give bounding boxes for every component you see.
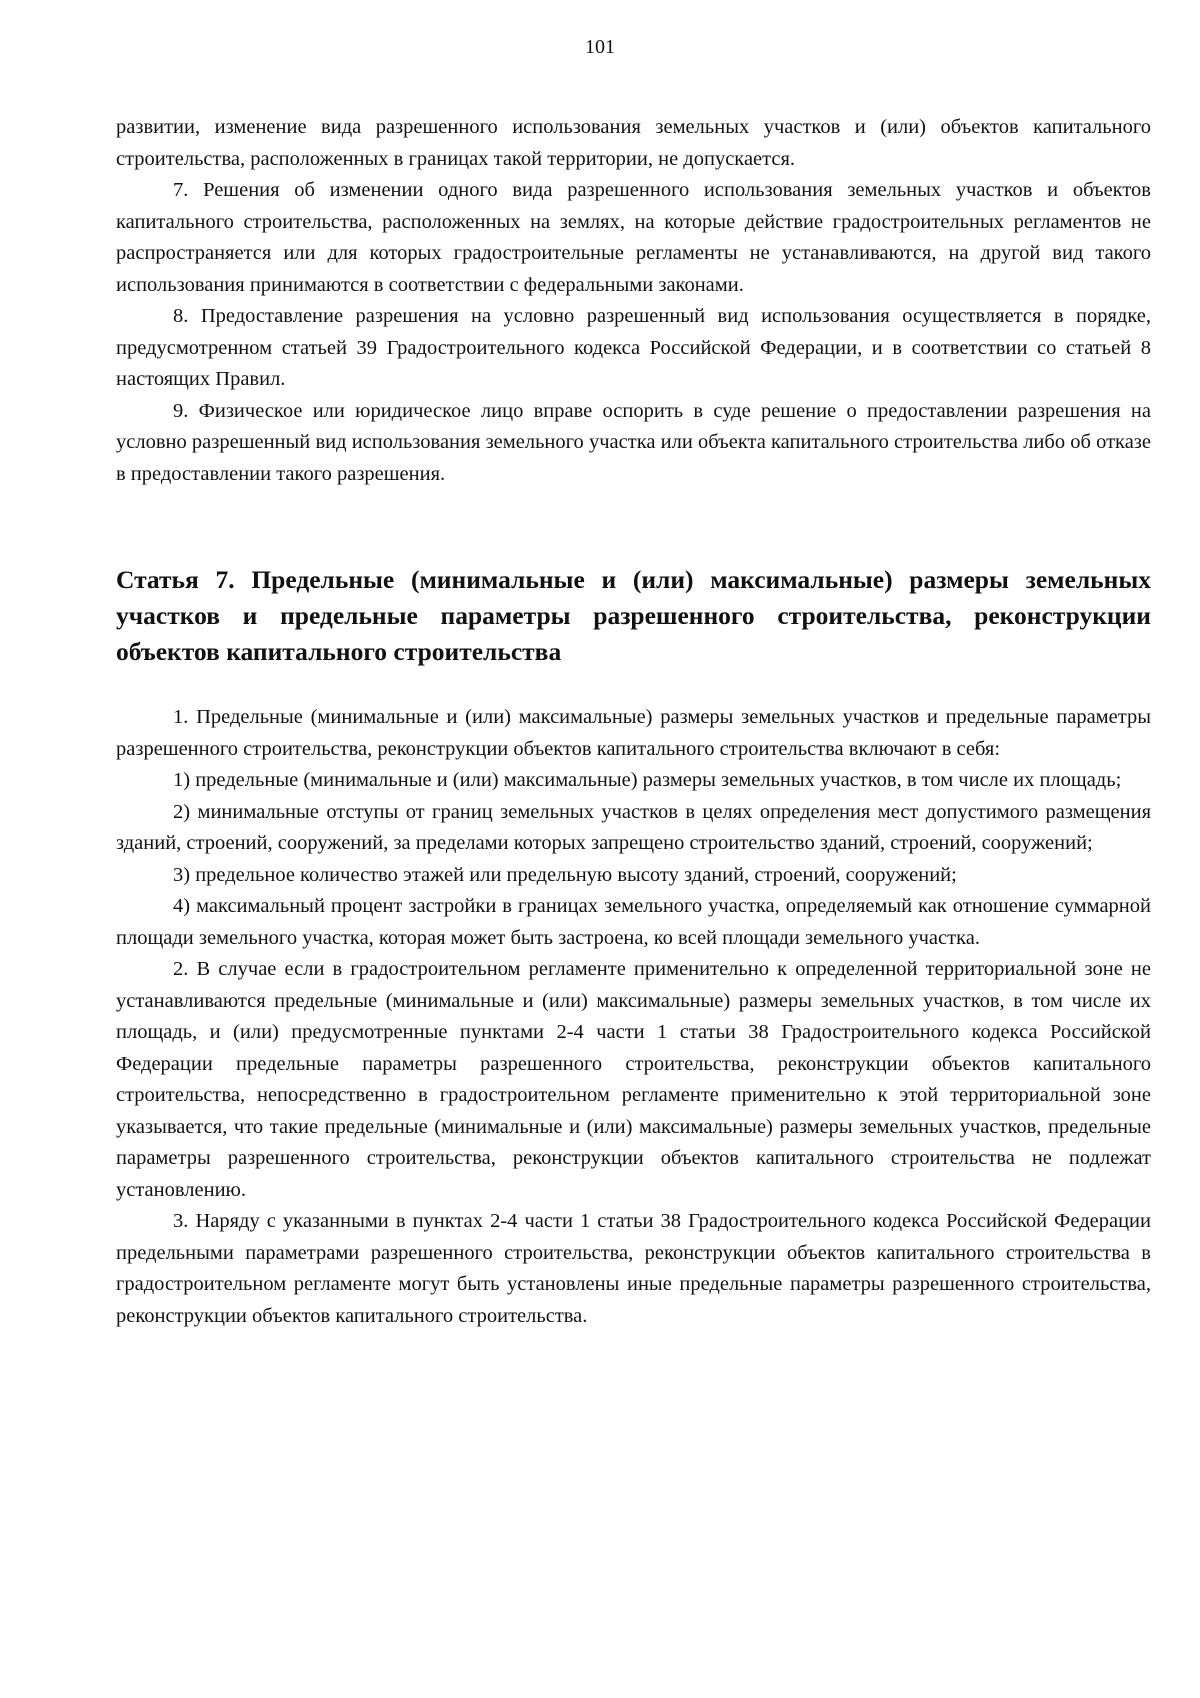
paragraph-item-8: 8. Предоставление разрешения на условно разрешенный вид использования осуществляется в порядке, предусмотренном статьей 39 Градостроительного кодекса Российской Федерации, и в соответствии со статьей 8 настоящих Правил. (116, 305, 1151, 390)
article-heading: Статья 7. Предельные (минимальные и (или) максимальные) размеры земельных участков и предельные параметры разрешенного строительства, реконструкции объектов капитального строительства (116, 565, 1151, 666)
subitem-2: 2) минимальные отступы от границ земельных участков в целях определения мест допустимого размещения зданий, строений, сооружений, за пределами которых запрещено строительство зданий, строений, сооружений; (116, 800, 1151, 854)
paragraph-item-7: 7. Решения об изменении одного вида разрешенного использования земельных участков и объектов капитального строительства, расположенных на землях, на которые действие градостроительных регламентов не распространяется или для которых градостроительные регламенты не устанавливаются, на другой вид такого использования принимаются в соответствии с федеральными законами. (116, 179, 1151, 296)
paragraph-item-1: 1. Предельные (минимальные и (или) максимальные) размеры земельных участков и предельные параметры разрешенного строительства, реконструкции объектов капитального строительства включают в себя: (116, 706, 1151, 760)
subitem-4: 4) максимальный процент застройки в границах земельного участка, определяемый как отношение суммарной площади земельного участка, которая может быть застроена, ко всей площади земельного участка. (116, 895, 1151, 949)
page-number: 101 (585, 36, 615, 58)
paragraph-item-2: 2. В случае если в градостроительном регламенте применительно к определенной территориальной зоне не устанавливаются предельные (минимальные и (или) максимальные) размеры земельных участков, в том числе их площадь, и (или) предусмотренные пунктами 2-4 части 1 статьи 38 Градостроительного кодекса Российской Федерации предельные параметры разрешенного строительства, реконструкции объектов капитального строительства, непосредственно в градостроительном регламенте применительно к этой территориальной зоне указывается, что такие предельные (минимальные и (или) максимальные) размеры земельных участков, предельные параметры разрешенного строительства, реконструкции объектов капитального строительства не подлежат установлению. (116, 958, 1151, 1201)
subitem-3: 3) предельное количество этажей или предельную высоту зданий, строений, сооружений; (173, 863, 957, 886)
paragraph-item-3: 3. Наряду с указанными в пунктах 2-4 части 1 статьи 38 Градостроительного кодекса Российской Федерации предельными параметрами разрешенного строительства, реконструкции объектов капитального строительства в градостроительном регламенте могут быть установлены иные предельные параметры разрешенного строительства, реконструкции объектов капитального строительства. (116, 1210, 1151, 1327)
intro-text-block (116, 112, 1151, 490)
subitem-1: 1) предельные (минимальные и (или) максимальные) размеры земельных участков, в том числе их площадь; (173, 769, 1122, 791)
paragraph-continuation: развитии, изменение вида разрешенного использования земельных участков и (или) объектов капитального строительства, расположенных в границах такой территории, не допускается. (116, 116, 1151, 170)
paragraph-item-9: 9. Физическое или юридическое лицо вправе оспорить в суде решение о предоставлении разрешения на условно разрешенный вид использования земельного участка или объекта капитального строительства либо об отказе в предоставлении такого разрешения. (116, 399, 1151, 485)
article-text-block (116, 702, 1151, 1332)
